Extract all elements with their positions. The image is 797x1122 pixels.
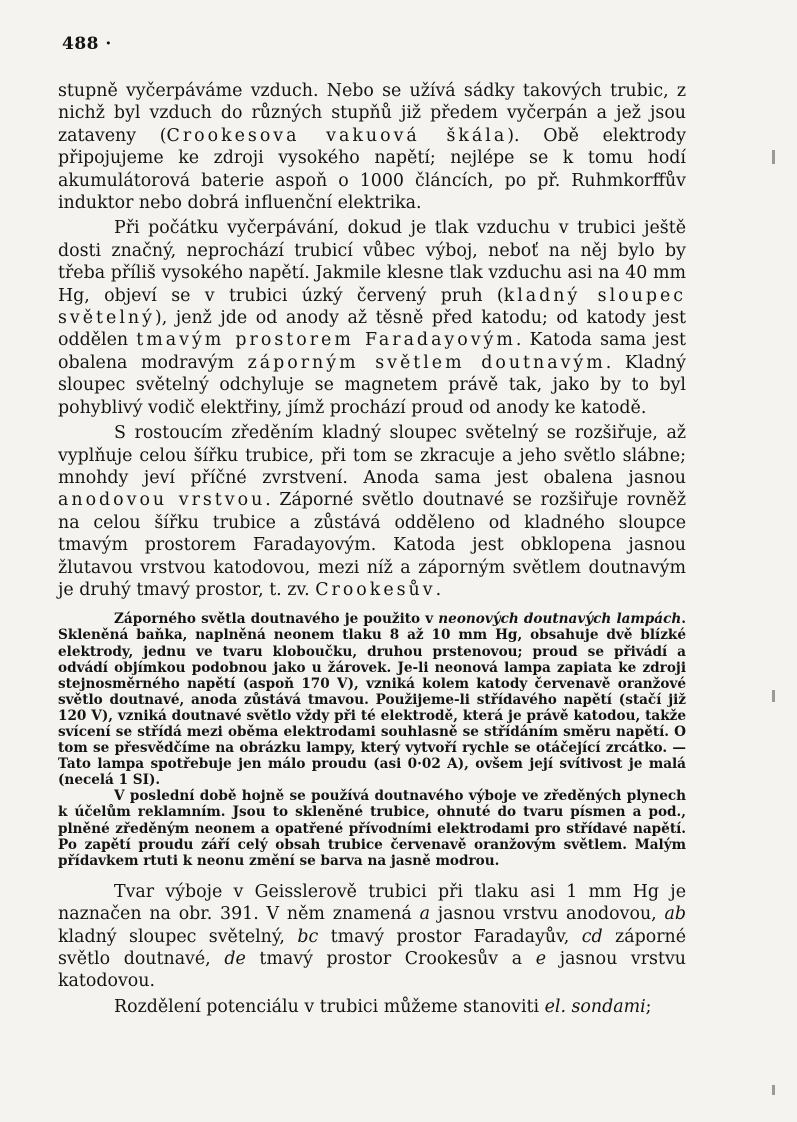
- page-body: [58, 80, 686, 1018]
- paragraph-5: Rozdělení potenciálu v trubici můžeme stanoviti el. sondami;: [114, 996, 652, 1017]
- paragraph-4: Tvar výboje v Geisslerově trubici při tlaku asi 1 mm Hg je naznačen na obr. 391. V něm znamená a jasnou vrstvu anodovou, ab kladný sloupec světelný, bc tmavý prostor Faradayův, cd záporné světlo doutnavé, de tmavý prostor Crookesův a e jasnou vrstvu katodovou.: [58, 881, 686, 992]
- spaced-term: tmavým prostorem Faradayovým: [136, 330, 516, 351]
- italic-term: el. sondami: [544, 996, 646, 1017]
- small-print-paragraph-2: V poslední době hojně se používá doutnavého výboje ve zředěných plynech k účelům reklamním. Jsou to skleněné trubice, ohnuté do tvaru písmen a pod., plněné zředěným neonem a opatřené přívodními elektrodami pro střídavé napětí. Po zapětí proudu září celý obsah trubice červenavě oranžovým světlem. Malým přídavkem rtuti k neonu změní se barva na jasně modrou.: [58, 788, 686, 869]
- scan-edge-mark: [772, 690, 775, 702]
- paragraph-2: Při počátku vyčerpávání, dokud je tlak vzduchu v trubici ještě dosti značný, neprochází trubicí vůbec výboj, neboť na něj bylo by třeba příliš vysokého napětí. Jakmile klesne tlak vzduchu asi na 40 mm Hg, objeví se v trubici úzký červený pruh (kladný sloupec světelný), jenž jde od anody až těsně před katodu; od katody jest oddělen tmavým prostorem Faradayovým. Katoda sama jest obalena modravým záporným světlem doutnavým. Kladný sloupec světelný odchyluje se magnetem právě tak, jako by to byl pohyblivý vodič elektřiny, jímž prochází proud od anody ke katodě.: [58, 218, 687, 418]
- spaced-term: záporným světlem doutnavým: [247, 352, 606, 373]
- scan-edge-mark: [772, 1085, 775, 1095]
- scan-edge-mark: [772, 150, 775, 164]
- small-print-paragraph-1: Záporného světla doutnavého je použito v neonových doutnavých lampách. Skleněná baňka, naplněná neonem tlaku 8 až 10 mm Hg, obsahuje dvě blízké elektrody, jednu ve tvaru kloboučku, druhou prstenovou; proud se přivádí a odvádí objímkou podobnou jako u žárovek. Je-li neonová lampa zapiata ke zdroji stejnosměrného napětí (aspoň 170 V), vzniká kolem katody červenavě oranžové světlo doutnavé, anoda zůstává tmavou. Použijeme-li střídavého napětí (stačí již 120 V), vzniká doutnavé světlo vždy při té elektrodě, která je právě katodou, takže svícení se střídá mezi oběma elektrodami souhlasně se střídáním směru napětí. O tom se přesvědčíme na obrázku lampy, který vytvoří rychle se otáčející zrcátko. — Tato lampa spotřebuje jen málo proudu (asi 0·02 A), ovšem její svítivost je malá (necelá 1 SI).: [58, 611, 687, 789]
- italic-term: neonových doutnavých lampách: [438, 611, 682, 628]
- page-number: 488 ·: [62, 34, 112, 54]
- spaced-term: anodovou vrstvou: [58, 490, 266, 511]
- spaced-term: kladný sloupec světelný: [58, 285, 687, 329]
- spaced-term: Crookesův: [315, 579, 436, 600]
- spaced-term: Crookesova vakuová škála: [166, 125, 508, 146]
- paragraph-1: stupně vyčerpáváme vzduch. Nebo se užívá sádky takových trubic, z nichž byl vzduch do různých stupňů již předem vyčerpán a jež jsou zataveny (Crookesova vakuová škála). Obě elektrody připojujeme ke zdroji vysokého napětí; nejlépe se k tomu hodí akumulátorová baterie aspoň o 1000 článcích, po př. Ruhmkorffův induktor nebo dobrá influenční elektrika.: [58, 81, 687, 214]
- paragraph-3: S rostoucím zředěním kladný sloupec světelný se rozšiřuje, až vyplňuje celou šířku trubice, při tom se zkracuje a jeho světlo slábne; mnohdy jeví příčné zvrstvení. Anoda sama jest obalena jasnou anodovou vrstvou. Záporné světlo doutnavé se rozšiřuje rovněž na celou šířku trubice a zůstává odděleno od kladného sloupce tmavým prostorem Faradayovým. Katoda jest obklopena jasnou žlutavou vrstvou katodovou, mezi níž a záporným světlem doutnavým je druhý tmavý prostor, t. zv. Crookesův.: [58, 423, 686, 600]
